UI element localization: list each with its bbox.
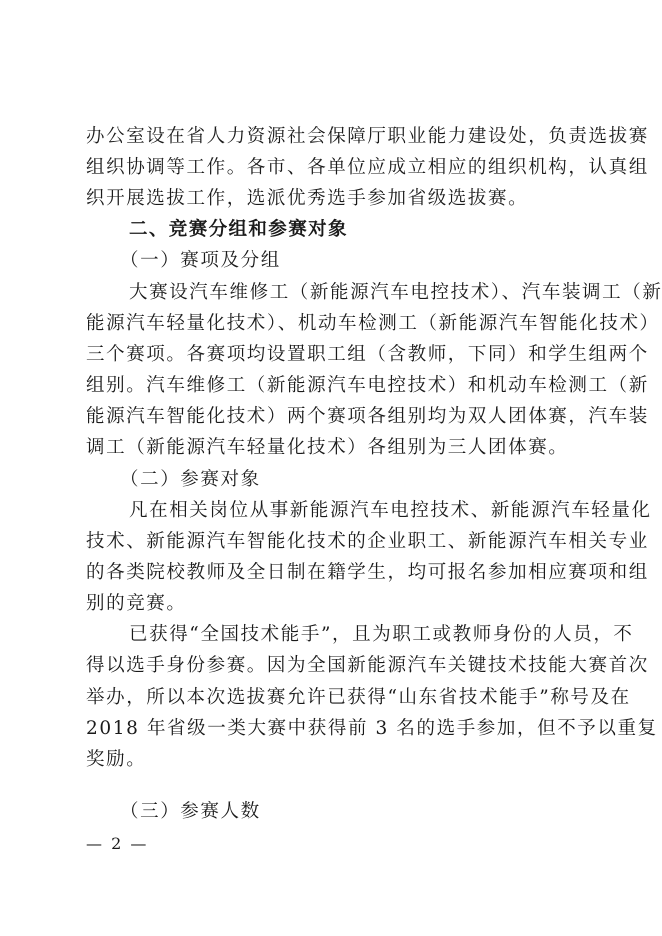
paragraph-line: 织开展选拔工作，选派优秀选手参加省级选拔赛。: [86, 188, 529, 209]
subsection-heading: （一）赛项及分组: [120, 250, 281, 271]
paragraph-line: 组别。汽车维修工（新能源汽车电控技术）和机动车检测工（新: [86, 375, 649, 396]
subsection-heading: （三）参赛人数: [120, 801, 261, 822]
paragraph-line: 别的竞赛。: [86, 593, 187, 614]
section-heading: 二、竞赛分组和参赛对象: [129, 219, 348, 240]
paragraph-line: 凡在相关岗位从事新能源汽车电控技术、新能源汽车轻量化: [129, 500, 652, 521]
paragraph-line: 2018 年省级一类大赛中获得前 3 名的选手参加，但不予以重复: [86, 718, 658, 739]
paragraph-line: 技术、新能源汽车智能化技术的企业职工、新能源汽车相关专业: [86, 531, 649, 552]
paragraph-line: 三个赛项。各赛项均设置职工组（含教师，下同）和学生组两个: [86, 344, 649, 365]
paragraph-line: 的各类院校教师及全日制在籍学生，均可报名参加相应赛项和组: [86, 562, 649, 583]
paragraph-line: 大赛设汽车维修工（新能源汽车电控技术）、汽车装调工（新: [129, 282, 662, 303]
paragraph-line: 能源汽车智能化技术）两个赛项各组别均为双人团体赛，汽车装: [86, 406, 649, 427]
paragraph-line: 得以选手身份参赛。因为全国新能源汽车关键技术技能大赛首次: [86, 655, 649, 676]
paragraph-line: 已获得“全国技术能手”，且为职工或教师身份的人员，不: [129, 624, 634, 645]
subsection-heading: （二）参赛对象: [120, 469, 261, 490]
paragraph-line: 举办，所以本次选拔赛允许已获得“山东省技术能手”称号及在: [86, 687, 631, 708]
paragraph-line: 奖励。: [86, 749, 147, 770]
paragraph-line: 办公室设在省人力资源社会保障厅职业能力建设处，负责选拔赛: [86, 126, 649, 147]
paragraph-line: 组织协调等工作。各市、各单位应成立相应的组织机构，认真组: [86, 157, 649, 178]
page-number: — 2 —: [86, 834, 149, 853]
paragraph-line: 调工（新能源汽车轻量化技术）各组别为三人团体赛。: [86, 437, 569, 458]
paragraph-line: 能源汽车轻量化技术）、机动车检测工（新能源汽车智能化技术）: [86, 313, 660, 334]
